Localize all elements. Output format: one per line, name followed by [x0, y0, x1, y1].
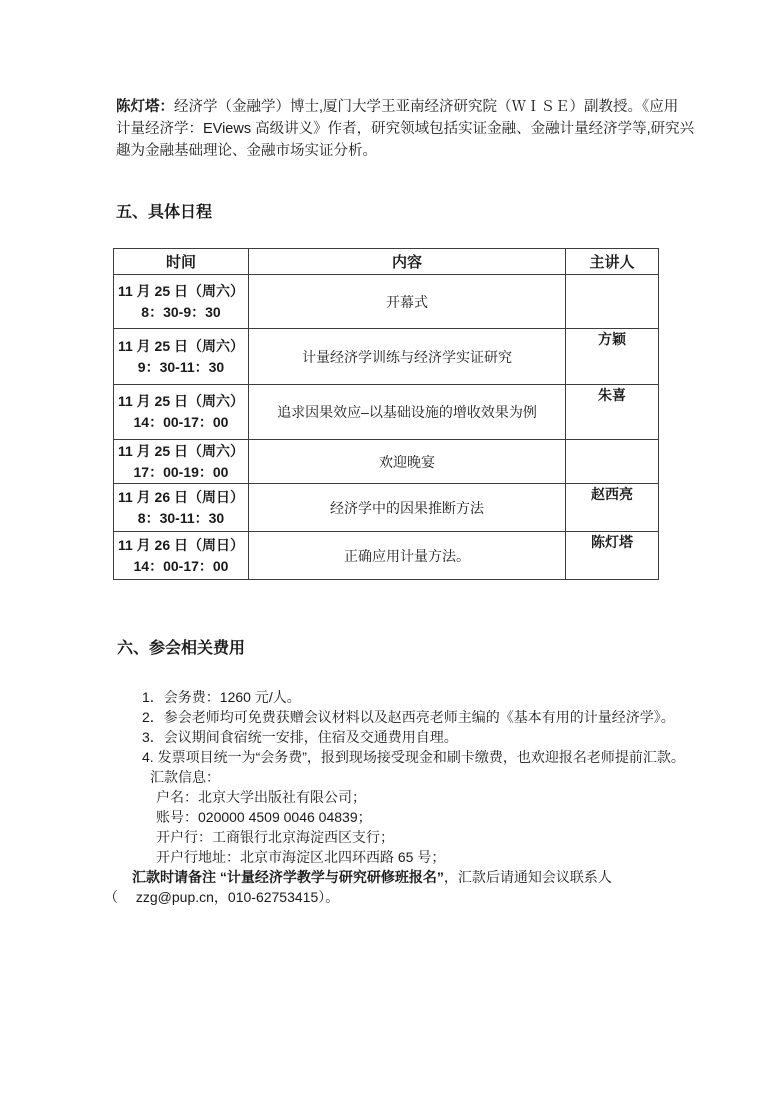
remittance-note	[132, 867, 780, 887]
fee-item-3: 3．会议期间食宿统一安排，住宿及交通费用自理。	[142, 729, 458, 745]
bio-line-1	[116, 96, 679, 118]
session-date: 11 月 26 日（周日）	[117, 536, 245, 553]
session-date: 11 月 25 日（周六）	[117, 393, 245, 409]
session-topic: 追求因果效应–以基础设施的增收效果为例	[249, 385, 566, 440]
schedule-section-heading: 五、具体日程	[116, 204, 213, 221]
fees-list	[0, 687, 780, 907]
remittance-note-rest: ，汇款后请通知会议联系人	[443, 869, 612, 885]
table-row	[114, 532, 659, 580]
schedule-table	[113, 248, 659, 580]
bio-line-3: 趣为金融基础理论、金融市场实证分析。	[116, 143, 377, 159]
fee-item-2: 2．参会老师均可免费获赠会议材料以及赵西亮老师主编的《基本有用的计量经济学》。	[142, 709, 675, 725]
session-time: 14：00-17：00	[133, 557, 229, 574]
table-header-content: 内容	[249, 249, 566, 275]
session-date: 11 月 26 日（周日）	[117, 488, 245, 505]
remittance-account-number: 账号：020000 4509 0046 04839；	[156, 809, 372, 825]
session-topic: 正确应用计量方法。	[249, 532, 566, 580]
bio-name: 陈灯塔：	[116, 99, 174, 115]
session-speaker: 方颖	[566, 329, 659, 385]
table-row	[114, 484, 659, 532]
bio-paragraph	[116, 96, 695, 162]
table-row	[114, 329, 659, 385]
session-time-cell	[114, 275, 249, 329]
session-time-cell	[114, 440, 249, 484]
session-speaker	[566, 440, 659, 484]
remittance-bank: 开户行：工商银行北京海淀西区支行；	[156, 829, 394, 845]
session-date: 11 月 25 日（周六）	[117, 337, 245, 354]
fees-section-heading: 六、参会相关费用	[117, 640, 246, 657]
session-time: 8：30-9：30	[141, 303, 221, 320]
session-topic: 计量经济学训练与经济学实证研究	[249, 329, 566, 385]
session-speaker	[566, 275, 659, 329]
table-header-time: 时间	[114, 249, 249, 275]
table-header-speaker: 主讲人	[566, 249, 659, 275]
session-time: 9：30-11：30	[137, 358, 225, 375]
session-time-cell	[114, 532, 249, 580]
session-time: 17：00-19：00	[133, 463, 229, 480]
session-topic: 经济学中的因果推断方法	[249, 484, 566, 532]
fee-item-4: 4. 发票项目统一为“会务费”，报到现场接受现金和刷卡缴费，也欢迎报名老师提前汇款。	[142, 749, 685, 765]
remittance-note-bold: 汇款时请备注 “计量经济学教学与研究研修班报名”	[132, 869, 444, 885]
session-time: 8：30-11：30	[137, 509, 225, 526]
fee-item-1: 1．会务费：1260 元/人。	[142, 689, 301, 705]
session-speaker: 陈灯塔	[566, 532, 659, 580]
session-time-cell	[114, 484, 249, 532]
session-time-cell	[114, 385, 249, 440]
table-row	[114, 440, 659, 484]
session-speaker: 朱喜	[566, 385, 659, 440]
session-time-cell	[114, 329, 249, 385]
table-row	[114, 275, 659, 329]
session-time: 14：00-17：00	[133, 414, 229, 430]
session-date: 11 月 25 日（周六）	[117, 442, 245, 459]
session-speaker: 赵西亮	[566, 484, 659, 532]
table-row	[114, 385, 659, 440]
bio-line-2: 计量经济学：EViews 高级讲义》作者，研究领域包括实证金融、金融计量经济学等,研究兴	[116, 121, 695, 137]
session-topic: 开幕式	[249, 275, 566, 329]
table-header-row	[114, 249, 659, 275]
remittance-bank-address: 开户行地址：北京市海淀区北四环西路 65 号；	[156, 849, 446, 865]
contact-line: （ zzg@pup.cn，010-62753415）。	[104, 889, 340, 905]
remittance-account-name: 户名：北京大学出版社有限公司；	[156, 789, 366, 805]
session-date: 11 月 25 日（周六）	[117, 282, 245, 299]
remittance-info-title: 汇款信息：	[150, 769, 220, 785]
bio-line-1-text: 经济学（金融学）博士,厦门大学王亚南经济研究院（ＷＩＳＥ）副教授。《应用	[174, 99, 679, 115]
session-topic: 欢迎晚宴	[249, 440, 566, 484]
